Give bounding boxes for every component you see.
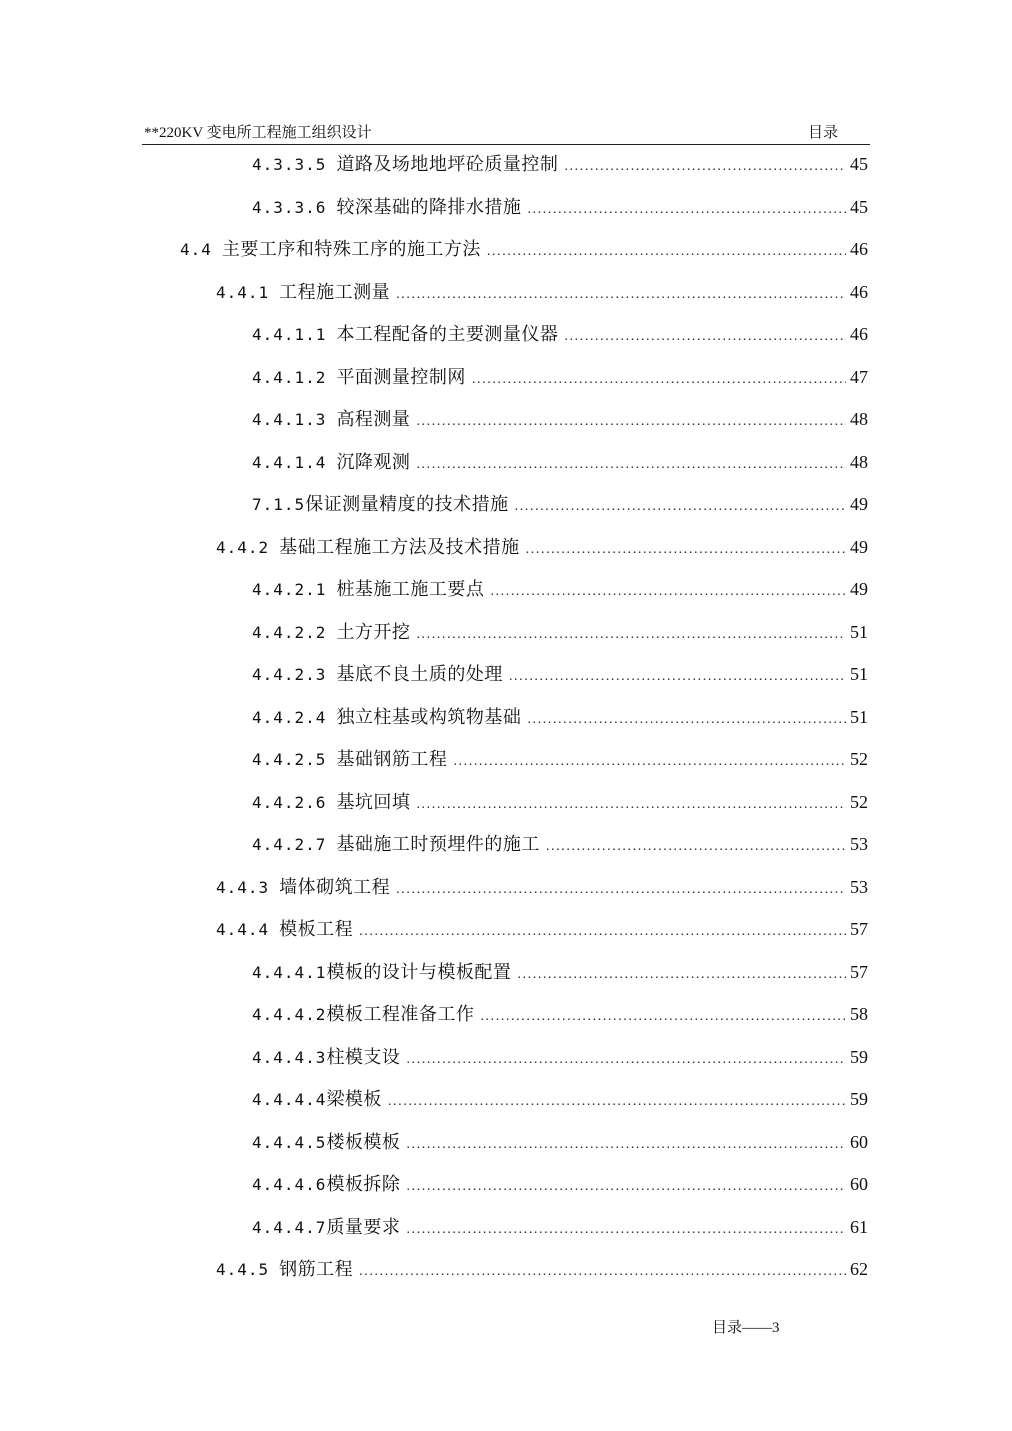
toc-entry[interactable] [252,1127,868,1157]
toc-entry[interactable] [252,319,868,349]
toc-entry-page-number: 52 [850,749,868,769]
toc-entry-title: 本工程配备的主要测量仪器 [336,324,559,345]
toc-entry[interactable] [252,447,868,477]
toc-entry-number: 4.4.4.6 [252,1175,327,1194]
toc-entry-title: 模板的设计与模板配置 [326,962,512,983]
toc-entry-page-number: 45 [850,154,868,174]
toc-entry[interactable] [252,404,868,434]
toc-entry-title: 柱模支设 [326,1047,401,1068]
toc-entry-page-number: 46 [850,324,868,344]
toc-entry-title: 基础施工时预埋件的施工 [336,834,540,855]
toc-dot-leader [416,407,846,437]
toc-entry-title: 平面测量控制网 [336,367,466,388]
toc-entry[interactable] [216,1254,868,1284]
toc-entry-number: 4.4.2.5 [252,750,327,769]
toc-dot-leader [509,662,846,692]
toc-entry-title: 模板拆除 [326,1174,401,1195]
toc-entry[interactable] [216,872,868,902]
toc-dot-leader [490,577,846,607]
toc-entry-title: 模板工程 [279,919,354,940]
toc-entry-title: 土方开挖 [336,622,411,643]
toc-entry-title: 质量要求 [326,1217,401,1238]
toc-dot-leader [416,450,846,480]
toc-entry-page-number: 51 [850,707,868,727]
toc-entry-page-number: 49 [850,579,868,599]
toc-entry-title: 主要工序和特殊工序的施工方法 [221,239,481,260]
toc-entry[interactable] [252,744,868,774]
toc-entry-title: 梁模板 [326,1089,382,1110]
toc-dot-leader [515,492,846,522]
toc-entry-page-number: 49 [850,537,868,557]
toc-dot-leader [388,1087,846,1117]
toc-entry-page-number: 57 [850,962,868,982]
toc-entry-title: 模板工程准备工作 [326,1004,475,1025]
toc-entry-number: 4.4.1.1 [252,325,327,344]
toc-entry-number: 4.4.4.3 [252,1048,327,1067]
toc-entry[interactable] [216,277,868,307]
page-header [142,118,870,145]
toc-entry[interactable] [252,617,868,647]
toc-entry-number: 4.4.3 [216,878,270,897]
toc-entry-number: 4.4.1 [216,283,270,302]
toc-entry-number: 4.4 [180,240,212,259]
toc-entry[interactable] [252,1169,868,1199]
toc-entry-number: 4.4.4.1 [252,963,327,982]
toc-entry-page-number: 46 [850,239,868,259]
toc-entry[interactable] [252,574,868,604]
toc-entry-page-number: 60 [850,1132,868,1152]
toc-entry-number: 7.1.5 [252,495,306,514]
toc-entry-number: 4.4.4.7 [252,1218,327,1237]
toc-entry-page-number: 48 [850,452,868,472]
toc-entry-title: 工程施工测量 [279,282,391,303]
header-section-label: 目录 [808,125,839,141]
toc-entry-page-number: 59 [850,1089,868,1109]
document-title: **220KV 变电所工程施工组织设计 [144,125,372,141]
toc-entry-number: 4.4.1.2 [252,368,327,387]
toc-entry-page-number: 49 [850,494,868,514]
toc-entry-page-number: 51 [850,664,868,684]
toc-entry[interactable] [216,532,868,562]
toc-entry[interactable] [252,787,868,817]
toc-entry[interactable] [252,362,868,392]
toc-dot-leader [487,237,846,267]
toc-entry-title: 楼板模板 [326,1132,401,1153]
toc-dot-leader [406,1172,846,1202]
toc-entry[interactable] [252,192,868,222]
toc-dot-leader [416,620,846,650]
toc-entry-page-number: 62 [850,1259,868,1279]
toc-entry-number: 4.4.4.5 [252,1133,327,1152]
toc-entry-title: 独立柱基或构筑物基础 [336,707,522,728]
toc-entry-number: 4.4.2.1 [252,580,327,599]
toc-entry[interactable] [252,957,868,987]
toc-entry-number: 4.3.3.6 [252,198,327,217]
toc-entry-number: 4.4.5 [216,1260,270,1279]
toc-entry[interactable] [252,659,868,689]
toc-entry[interactable] [252,702,868,732]
toc-entry[interactable] [180,234,868,264]
toc-entry-page-number: 51 [850,622,868,642]
toc-dot-leader [564,322,846,352]
toc-entry-page-number: 52 [850,792,868,812]
toc-entry-title: 较深基础的降排水措施 [336,197,522,218]
toc-dot-leader [359,1257,846,1287]
toc-entry-page-number: 53 [850,834,868,854]
toc-entry-number: 4.4.2 [216,538,270,557]
toc-dot-leader [406,1130,846,1160]
toc-entry-number: 4.4.2.4 [252,708,327,727]
toc-dot-leader [517,960,846,990]
toc-entry-title: 基础工程施工方法及技术措施 [279,537,520,558]
toc-entry[interactable] [252,1212,868,1242]
toc-entry-page-number: 53 [850,877,868,897]
toc-dot-leader [546,832,846,862]
toc-entry-title: 基底不良土质的处理 [336,664,503,685]
toc-dot-leader [396,280,846,310]
toc-entry-page-number: 48 [850,409,868,429]
toc-entry[interactable] [252,1084,868,1114]
toc-entry-page-number: 57 [850,919,868,939]
toc-dot-leader [406,1045,846,1075]
toc-dot-leader [527,195,846,225]
toc-entry-number: 4.4.2.7 [252,835,327,854]
toc-entry-page-number: 45 [850,197,868,217]
toc-entry-number: 4.3.3.5 [252,155,327,174]
toc-entry[interactable] [216,914,868,944]
toc-dot-leader [564,152,846,182]
toc-entry[interactable] [252,489,868,519]
toc-entry-title: 沉降观测 [336,452,411,473]
toc-dot-leader [396,875,846,905]
toc-dot-leader [472,365,846,395]
toc-entry[interactable] [252,999,868,1029]
page-footer: 目录——3 [712,1320,780,1336]
toc-entry[interactable] [252,149,868,179]
toc-dot-leader [526,535,846,565]
toc-dot-leader [527,705,846,735]
toc-dot-leader [453,747,846,777]
toc-entry-page-number: 58 [850,1004,868,1024]
toc-entry-number: 4.4.1.3 [252,410,327,429]
toc-entry-page-number: 60 [850,1174,868,1194]
toc-entry-title: 高程测量 [336,409,411,430]
toc-entry-number: 4.4.1.4 [252,453,327,472]
toc-entry[interactable] [252,829,868,859]
toc-dot-leader [416,790,846,820]
toc-entry-title: 桩基施工施工要点 [336,579,485,600]
toc-entry[interactable] [252,1042,868,1072]
toc-entry-number: 4.4.2.6 [252,793,327,812]
toc-entry-title: 基础钢筋工程 [336,749,448,770]
toc-entry-page-number: 46 [850,282,868,302]
toc-entry-number: 4.4.2.3 [252,665,327,684]
toc-entry-page-number: 59 [850,1047,868,1067]
toc-entry-page-number: 61 [850,1217,868,1237]
toc-entry-title: 墙体砌筑工程 [279,877,391,898]
toc-entry-number: 4.4.4 [216,920,270,939]
toc-entry-title: 保证测量精度的技术措施 [305,494,509,515]
toc-entry-number: 4.4.4.2 [252,1005,327,1024]
toc-entry-title: 钢筋工程 [279,1259,354,1280]
toc-entry-page-number: 47 [850,367,868,387]
toc-dot-leader [480,1002,846,1032]
toc-dot-leader [406,1215,846,1245]
toc-entry-number: 4.4.2.2 [252,623,327,642]
toc-dot-leader [359,917,846,947]
toc-entry-title: 基坑回填 [336,792,411,813]
toc-entry-number: 4.4.4.4 [252,1090,327,1109]
toc-entry-title: 道路及场地地坪砼质量控制 [336,154,559,175]
